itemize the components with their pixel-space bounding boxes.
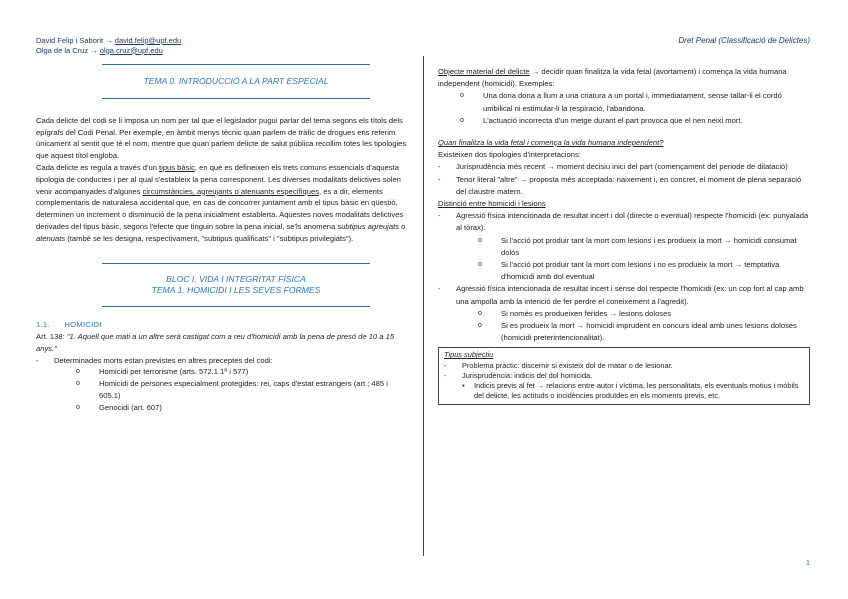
intro-p2-subtipus: subtipus agreujats o atenuats bbox=[36, 221, 406, 243]
tipus-subjectiu-box bbox=[438, 347, 810, 405]
list-item: - Tenor literal "altre" → proposta més acceptada: naixement i, en concret, el moment de plena separació del claustre matern. bbox=[438, 174, 810, 198]
author-line-1 bbox=[36, 36, 181, 46]
left-column bbox=[36, 64, 408, 414]
list-item: o Homicidi de persones especialment protegides: rei, caps d'estat estrangers (art.; 485 i 605.1) bbox=[36, 378, 408, 402]
list-item bbox=[438, 283, 810, 344]
homicidi-list bbox=[36, 355, 408, 414]
tema1-title: TEMA 1. HOMICIDI I LES SEVES FORMES bbox=[151, 285, 321, 296]
list-item-text: Jurisprudència: indicis del dol homicida. bbox=[462, 370, 593, 380]
list-item-text: Agressió física intencionada de resultat incert i dol (directe o eventual) respecte l'homicidi (ex: punyalada al tòrax). bbox=[456, 211, 809, 233]
sublist bbox=[438, 308, 810, 345]
list-item-text: Determinades morts estan previstes en altres preceptes del codi: bbox=[54, 355, 273, 365]
intro-p2-text-a: Cada delicte es regula a través d'un bbox=[36, 162, 160, 172]
author1-name: David Felip i Saborit → bbox=[36, 36, 115, 45]
section-1-1-heading bbox=[36, 319, 408, 331]
list-item: - Jurisprudència més recent → moment decisiu inici del part (començament del periode de dilatació) bbox=[438, 161, 810, 173]
objecte-material-label: Objecte material del delicte bbox=[438, 67, 530, 76]
list-item-text: Agressió física intencionada de resultat incert i sense dol respecte l'homicidi (ex: un cop fort al cap amb una ampolla amb la intenció de fer perdre el coneixement a l'agredit). bbox=[456, 284, 804, 306]
intro-paragraph-2 bbox=[36, 162, 408, 245]
list-item: o Si l'acció pot produir tant la mort com lesions i es produeix la mort → homicidi consumat dolós bbox=[438, 235, 810, 259]
article-label: Art. 138: bbox=[36, 331, 67, 341]
quan-heading: Quan finalitza la vida fetal i comença la vida humana independent? bbox=[438, 138, 664, 148]
list-item: - Problema pràctic: discernir si existeix dol de matar o de lesionar. bbox=[444, 361, 804, 371]
course-title: Dret Penal (Classificació de Delictes) bbox=[678, 36, 810, 45]
column-divider bbox=[423, 56, 424, 556]
intro-p2-text-c: , es a dir, elements complementaris de naturalesa accidental que, en cas de concorrer juntament amb el tipus bàsic en qüestió, determinen un increment o disminució de la pena inicialment establerta. Aquestes noves modalitats delictives derivades del tipus bàsic, segons l'efecte que tinguin sobre la pena inicial, se'ls anomena bbox=[36, 186, 404, 231]
list-item: o Si l'acció pot produir tant la mort com lesions i no es produeix la mort → temptativa d'homicidi amb dol eventual bbox=[438, 259, 810, 283]
list-item: o Si només es produeixen ferides → lesions doloses bbox=[438, 308, 810, 320]
author2-email-link[interactable]: olga.cruz@upf.edu bbox=[99, 45, 163, 55]
intro-p2-circumstancies: circumstàncies, agreujants o atenuants específiques bbox=[142, 186, 320, 196]
intro-paragraph-1: Cada delicte del codi se li imposa un nom per tal que el legislador pugui parlar del tema segons els títols dels epígrafs del Codi Penal. Per exemple, en àmbit menys tècnic quan parlem de tràfic de drogues ens referim únicament al sentit que té el nom, mentre que quan parlem delicte de salut pública recollim totes les tipologies que aquest títol engloba. bbox=[36, 115, 407, 161]
list-item bbox=[438, 210, 810, 283]
distincio-list bbox=[438, 210, 810, 344]
tema0-title-box bbox=[102, 64, 370, 99]
intro-p2-text-b: , en què es defineixen els trets comuns essencials d'aquesta tipologia de conductes i per al qual s'estableix la pena corresponent. Les diverses modalitats delictives solen venir acompanyades d'algunes bbox=[36, 162, 401, 196]
bloc1-title-box bbox=[102, 263, 370, 308]
box-sublist bbox=[444, 381, 804, 401]
intro-p2-text-d: (també se les designa, respectivament, "subtipus qualificats" i "subtipus privilegiats"). bbox=[65, 233, 354, 243]
author-line-2 bbox=[36, 46, 181, 56]
list-item: o L'actuació incorrecta d'un metge durant el part provoca que el nen neixi mort. bbox=[420, 115, 810, 127]
author2-name: Olga de la Cruz → bbox=[36, 45, 100, 55]
section-title: HOMICIDI bbox=[64, 320, 102, 330]
sublist bbox=[36, 366, 408, 413]
right-column bbox=[438, 66, 810, 405]
list-item: o Genocidi (art. 607) bbox=[36, 402, 408, 414]
interpretations-list bbox=[438, 161, 810, 198]
intro-p2-tipus-basic: tipus bàsic bbox=[159, 162, 195, 172]
box-heading: Tipus subjectiu bbox=[444, 350, 494, 360]
page-number: 1 bbox=[805, 558, 810, 567]
list-item: o Homicidi per terrorisme (arts. 572.1.1º i 577) bbox=[36, 366, 408, 378]
distincio-heading: Distinció entre homicidi i lesions bbox=[438, 199, 546, 209]
page-header-authors bbox=[36, 36, 181, 55]
bloc1-title: BLOC I. VIDA I INTEGRITAT FÍSICA bbox=[166, 273, 306, 284]
existeixen-text: Existeixen dos tipologies d'interpretacions: bbox=[438, 150, 581, 160]
objecte-examples-list bbox=[420, 90, 810, 127]
article-138 bbox=[36, 331, 408, 355]
list-item bbox=[444, 371, 804, 402]
sublist bbox=[438, 235, 810, 284]
objecte-material-text: → decidir quan finalitza la vida fetal (avortament) i comença la vida humana independent (homicidi). Exemples: bbox=[438, 67, 787, 89]
list-item: o Si es produeix la mort → homicidi imprudent en concurs ideal amb unes lesions doloses (homicidi preterintencionalitat). bbox=[438, 320, 810, 344]
list-item: ▪ Indicis previs al fet → relacions entre autor i víctima, les personalitats, els eventuals motius i mòbils del delicte, les actituds o incidències produïdes en els moments previs, etc. bbox=[444, 381, 804, 401]
article-text: "1. Aquell que mati a un altre serà castigat com a reu d'homicidi amb la pena de presó de 10 a 15 anys." bbox=[36, 331, 395, 353]
list-item: o Una dona dona a llum a una criatura a un portal i, immediatament, sense tallar-li el cordó umbilical ni estimular-li la respiració, l'abandona. bbox=[420, 90, 810, 114]
section-number: 1.1. bbox=[36, 320, 50, 330]
list-item bbox=[36, 355, 408, 414]
author1-email-link[interactable]: david.felip@upf.edu bbox=[114, 36, 182, 45]
box-list bbox=[444, 361, 804, 402]
objecte-material-paragraph bbox=[438, 66, 810, 90]
tema0-title: TEMA 0. INTRODUCCIÓ A LA PART ESPECIAL bbox=[143, 76, 329, 86]
